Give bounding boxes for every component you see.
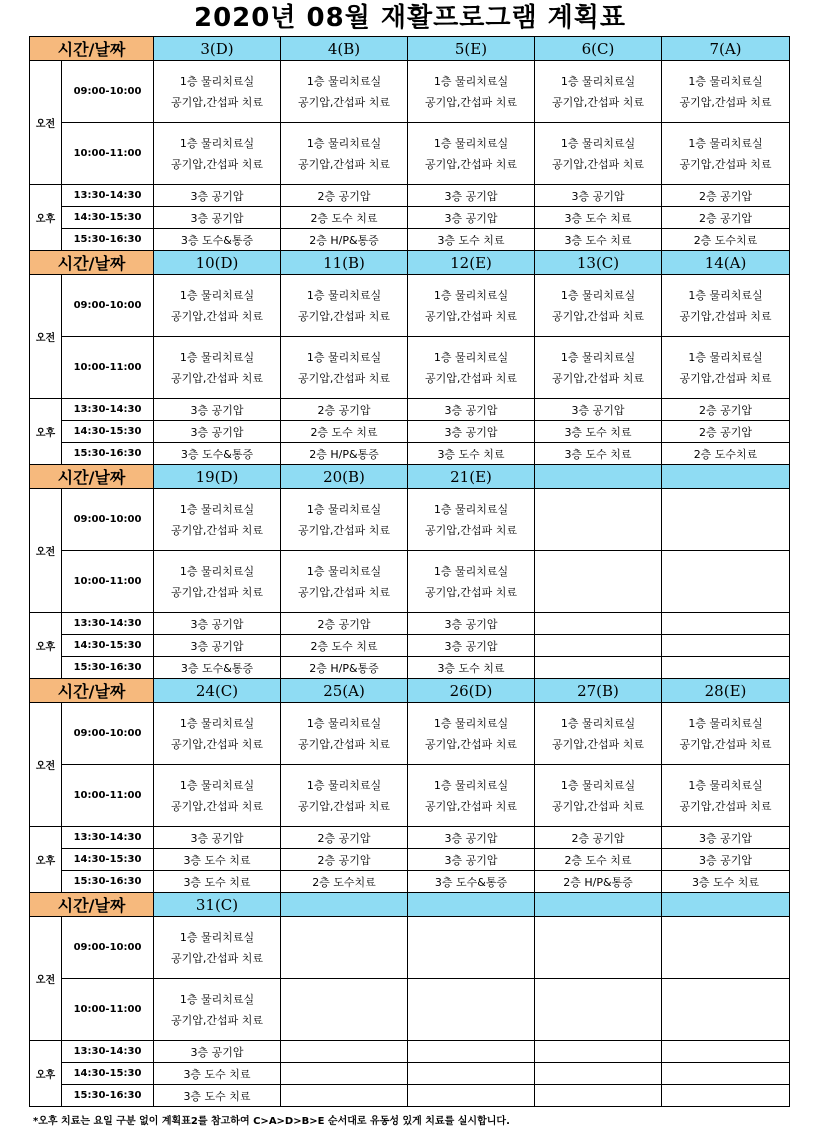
schedule-cell: 3층 공기압: [408, 421, 535, 443]
pm-row: [30, 871, 790, 893]
schedule-cell: 2층 도수 치료: [281, 635, 408, 657]
schedule-cell: 2층 도수 치료: [281, 421, 408, 443]
schedule-cell: 2층 공기압: [281, 399, 408, 421]
schedule-cell: 3층 공기압: [408, 849, 535, 871]
location-text: 1층 물리치료실: [179, 502, 255, 516]
schedule-cell: [154, 551, 281, 613]
am-row: [30, 61, 790, 123]
schedule-cell: 3층 공기압: [535, 399, 662, 421]
location-text: 1층 물리치료실: [560, 136, 636, 150]
date-cell: 12(E): [408, 251, 535, 275]
time-slot: 10:00-11:00: [62, 551, 154, 613]
schedule-cell: 3층 도수 치료: [154, 1085, 281, 1107]
pm-row: [30, 613, 790, 635]
time-slot: 09:00-10:00: [62, 61, 154, 123]
schedule-cell: 3층 도수 치료: [408, 229, 535, 251]
schedule-cell: [535, 979, 662, 1041]
schedule-cell: [408, 551, 535, 613]
schedule-cell: [535, 765, 662, 827]
time-slot: 14:30-15:30: [62, 1063, 154, 1085]
treatment-text: 공기압,간섭파 치료: [679, 737, 772, 751]
schedule-cell: 3층 공기압: [408, 613, 535, 635]
location-text: 1층 물리치료실: [688, 778, 763, 792]
location-text: 1층 물리치료실: [688, 136, 763, 150]
treatment-text: 공기압,간섭파 치료: [551, 95, 644, 109]
treatment-text: 공기압,간섭파 치료: [170, 523, 263, 537]
schedule-cell: [408, 337, 535, 399]
schedule-cell: 3층 공기압: [662, 827, 790, 849]
pm-label: 오후: [30, 1041, 62, 1107]
time-slot: 09:00-10:00: [62, 703, 154, 765]
schedule-cell: 2층 H/P&통증: [281, 229, 408, 251]
date-cell: 6(C): [535, 37, 662, 61]
treatment-text: 공기압,간섭파 치료: [170, 737, 263, 751]
week-header-row: [30, 37, 790, 61]
schedule-cell: 2층 H/P&통증: [281, 443, 408, 465]
schedule-cell: 3층 공기압: [662, 849, 790, 871]
schedule-cell: [408, 765, 535, 827]
treatment-text: 공기압,간섭파 치료: [170, 1013, 263, 1027]
schedule-cell: [662, 635, 790, 657]
schedule-table: [29, 36, 790, 1107]
schedule-cell: 2층 도수치료: [662, 443, 790, 465]
schedule-cell: [535, 703, 662, 765]
pm-row: [30, 1041, 790, 1063]
am-row: [30, 551, 790, 613]
location-text: 1층 물리치료실: [306, 350, 382, 364]
date-cell: 11(B): [281, 251, 408, 275]
am-row: [30, 917, 790, 979]
schedule-cell: [662, 1041, 790, 1063]
location-text: 1층 물리치료실: [179, 716, 255, 730]
schedule-cell: 3층 도수 치료: [535, 207, 662, 229]
schedule-cell: 2층 공기압: [535, 827, 662, 849]
schedule-cell: [281, 61, 408, 123]
schedule-cell: [154, 489, 281, 551]
location-text: 1층 물리치료실: [433, 136, 509, 150]
location-text: 1층 물리치료실: [179, 778, 255, 792]
time-slot: 15:30-16:30: [62, 1085, 154, 1107]
date-cell: [662, 465, 790, 489]
am-row: [30, 275, 790, 337]
date-cell: [662, 893, 790, 917]
location-text: 1층 물리치료실: [560, 74, 636, 88]
location-text: 1층 물리치료실: [688, 74, 763, 88]
location-text: 1층 물리치료실: [560, 778, 636, 792]
schedule-cell: 3층 공기압: [154, 185, 281, 207]
location-text: 1층 물리치료실: [433, 74, 509, 88]
schedule-cell: [281, 979, 408, 1041]
date-cell: 3(D): [154, 37, 281, 61]
schedule-cell: [662, 1085, 790, 1107]
schedule-cell: 3층 공기압: [408, 185, 535, 207]
schedule-cell: [535, 657, 662, 679]
schedule-cell: [662, 337, 790, 399]
location-text: 1층 물리치료실: [433, 716, 509, 730]
time-slot: 10:00-11:00: [62, 765, 154, 827]
time-slot: 13:30-14:30: [62, 827, 154, 849]
location-text: 1층 물리치료실: [179, 136, 255, 150]
time-slot: 14:30-15:30: [62, 635, 154, 657]
schedule-cell: [535, 1041, 662, 1063]
schedule-cell: 3층 공기압: [408, 207, 535, 229]
treatment-text: 공기압,간섭파 치료: [297, 799, 390, 813]
treatment-text: 공기압,간섭파 치료: [679, 309, 772, 323]
treatment-text: 공기압,간섭파 치료: [170, 157, 263, 171]
pm-label: 오후: [30, 185, 62, 251]
time-slot: 10:00-11:00: [62, 979, 154, 1041]
schedule-cell: [535, 635, 662, 657]
pm-row: [30, 1063, 790, 1085]
treatment-text: 공기압,간섭파 치료: [170, 799, 263, 813]
treatment-text: 공기압,간섭파 치료: [170, 585, 263, 599]
schedule-cell: [408, 489, 535, 551]
date-cell: 14(A): [662, 251, 790, 275]
schedule-cell: 2층 도수치료: [281, 871, 408, 893]
am-row: [30, 765, 790, 827]
am-label: 오전: [30, 61, 62, 185]
location-text: 1층 물리치료실: [688, 288, 763, 302]
location-text: 1층 물리치료실: [306, 136, 382, 150]
schedule-cell: [408, 979, 535, 1041]
time-slot: 09:00-10:00: [62, 917, 154, 979]
time-slot: 15:30-16:30: [62, 229, 154, 251]
location-text: 1층 물리치료실: [560, 288, 636, 302]
treatment-text: 공기압,간섭파 치료: [297, 523, 390, 537]
time-slot: 14:30-15:30: [62, 207, 154, 229]
schedule-cell: 3층 공기압: [154, 421, 281, 443]
schedule-cell: [154, 703, 281, 765]
location-text: 1층 물리치료실: [433, 350, 509, 364]
schedule-cell: [662, 489, 790, 551]
schedule-cell: 3층 공기압: [408, 827, 535, 849]
am-row: [30, 123, 790, 185]
date-cell: 25(A): [281, 679, 408, 703]
page-title: 2020년 08월 재활프로그램 계획표: [194, 3, 626, 33]
schedule-cell: 2층 공기압: [662, 185, 790, 207]
schedule-cell: 2층 H/P&통증: [281, 657, 408, 679]
date-cell: 10(D): [154, 251, 281, 275]
location-text: 1층 물리치료실: [306, 716, 382, 730]
schedule-cell: 3층 도수 치료: [535, 443, 662, 465]
date-cell: 20(B): [281, 465, 408, 489]
treatment-text: 공기압,간섭파 치료: [551, 799, 644, 813]
week-header-row: [30, 893, 790, 917]
time-slot: 15:30-16:30: [62, 657, 154, 679]
schedule-cell: 3층 도수 치료: [662, 871, 790, 893]
week-header-row: [30, 679, 790, 703]
treatment-text: 공기압,간섭파 치료: [424, 585, 517, 599]
location-text: 1층 물리치료실: [306, 564, 382, 578]
pm-row: [30, 399, 790, 421]
pm-row: [30, 635, 790, 657]
schedule-cell: 3층 공기압: [408, 399, 535, 421]
am-row: [30, 703, 790, 765]
treatment-text: 공기압,간섭파 치료: [424, 799, 517, 813]
schedule-cell: [662, 1063, 790, 1085]
time-slot: 14:30-15:30: [62, 849, 154, 871]
schedule-cell: [662, 765, 790, 827]
schedule-cell: [154, 123, 281, 185]
treatment-text: 공기압,간섭파 치료: [424, 95, 517, 109]
treatment-text: 공기압,간섭파 치료: [297, 371, 390, 385]
schedule-cell: 3층 공기압: [154, 207, 281, 229]
treatment-text: 공기압,간섭파 치료: [170, 371, 263, 385]
am-row: [30, 489, 790, 551]
schedule-cell: 3층 도수 치료: [535, 421, 662, 443]
location-text: 1층 물리치료실: [433, 778, 509, 792]
schedule-cell: [662, 275, 790, 337]
schedule-cell: [535, 123, 662, 185]
schedule-cell: [281, 275, 408, 337]
schedule-cell: [281, 917, 408, 979]
schedule-cell: [281, 551, 408, 613]
location-text: 1층 물리치료실: [433, 502, 509, 516]
location-text: 1층 물리치료실: [306, 74, 382, 88]
pm-label: 오후: [30, 827, 62, 893]
pm-row: [30, 827, 790, 849]
schedule-cell: [662, 657, 790, 679]
location-text: 1층 물리치료실: [433, 288, 509, 302]
treatment-text: 공기압,간섭파 치료: [424, 737, 517, 751]
pm-row: [30, 185, 790, 207]
date-cell: [281, 893, 408, 917]
schedule-cell: [535, 917, 662, 979]
schedule-cell: [535, 613, 662, 635]
schedule-cell: [281, 703, 408, 765]
treatment-text: 공기압,간섭파 치료: [679, 95, 772, 109]
time-slot: 10:00-11:00: [62, 337, 154, 399]
schedule-cell: 3층 도수 치료: [154, 849, 281, 871]
date-cell: [408, 893, 535, 917]
treatment-text: 공기압,간섭파 치료: [297, 95, 390, 109]
schedule-cell: [408, 703, 535, 765]
time-slot: 15:30-16:30: [62, 871, 154, 893]
schedule-cell: [535, 1085, 662, 1107]
schedule-cell: 2층 공기압: [662, 207, 790, 229]
time-slot: 14:30-15:30: [62, 421, 154, 443]
schedule-cell: [154, 337, 281, 399]
schedule-cell: [408, 917, 535, 979]
schedule-cell: [535, 1063, 662, 1085]
treatment-text: 공기압,간섭파 치료: [679, 157, 772, 171]
schedule-cell: [154, 275, 281, 337]
location-text: 1층 물리치료실: [179, 288, 255, 302]
am-label: 오전: [30, 489, 62, 613]
time-slot: 13:30-14:30: [62, 613, 154, 635]
schedule-cell: 2층 공기압: [281, 613, 408, 635]
treatment-text: 공기압,간섭파 치료: [297, 585, 390, 599]
location-text: 1층 물리치료실: [433, 564, 509, 578]
date-cell: 19(D): [154, 465, 281, 489]
schedule-cell: [662, 703, 790, 765]
schedule-cell: [154, 61, 281, 123]
schedule-cell: [154, 765, 281, 827]
schedule-cell: [154, 979, 281, 1041]
location-text: 1층 물리치료실: [306, 502, 382, 516]
schedule-cell: 3층 공기압: [408, 635, 535, 657]
schedule-cell: 3층 공기압: [154, 827, 281, 849]
treatment-text: 공기압,간섭파 치료: [297, 309, 390, 323]
header-corner: 시간/날짜: [30, 679, 154, 703]
pm-label: 오후: [30, 399, 62, 465]
header-corner: 시간/날짜: [30, 893, 154, 917]
schedule-cell: 3층 공기압: [154, 635, 281, 657]
schedule-cell: [281, 489, 408, 551]
treatment-text: 공기압,간섭파 치료: [551, 309, 644, 323]
date-cell: 7(A): [662, 37, 790, 61]
treatment-text: 공기압,간섭파 치료: [424, 309, 517, 323]
schedule-cell: 3층 도수 치료: [408, 443, 535, 465]
date-cell: 28(E): [662, 679, 790, 703]
location-text: 1층 물리치료실: [179, 930, 255, 944]
location-text: 1층 물리치료실: [179, 74, 255, 88]
am-label: 오전: [30, 275, 62, 399]
schedule-cell: [154, 917, 281, 979]
pm-row: [30, 229, 790, 251]
treatment-text: 공기압,간섭파 치료: [297, 737, 390, 751]
schedule-cell: 2층 공기압: [662, 421, 790, 443]
schedule-cell: [662, 917, 790, 979]
treatment-text: 공기압,간섭파 치료: [170, 95, 263, 109]
schedule-cell: [408, 123, 535, 185]
schedule-cell: [535, 61, 662, 123]
schedule-cell: [535, 337, 662, 399]
schedule-cell: 3층 공기압: [154, 613, 281, 635]
time-slot: 13:30-14:30: [62, 1041, 154, 1063]
am-row: [30, 337, 790, 399]
am-label: 오전: [30, 703, 62, 827]
schedule-cell: 2층 공기압: [281, 849, 408, 871]
schedule-cell: 3층 도수 치료: [408, 657, 535, 679]
time-slot: 09:00-10:00: [62, 275, 154, 337]
schedule-cell: 2층 공기압: [281, 185, 408, 207]
schedule-cell: 2층 H/P&통증: [535, 871, 662, 893]
location-text: 1층 물리치료실: [688, 350, 763, 364]
schedule-cell: 3층 도수&통증: [154, 443, 281, 465]
schedule-cell: [408, 1085, 535, 1107]
schedule-cell: 3층 도수 치료: [154, 871, 281, 893]
schedule-cell: [662, 123, 790, 185]
pm-row: [30, 421, 790, 443]
schedule-cell: 2층 도수 치료: [535, 849, 662, 871]
schedule-cell: [281, 1041, 408, 1063]
pm-row: [30, 1085, 790, 1107]
schedule-cell: 3층 도수&통증: [154, 229, 281, 251]
schedule-cell: [535, 275, 662, 337]
schedule-cell: [662, 61, 790, 123]
schedule-cell: [662, 979, 790, 1041]
treatment-text: 공기압,간섭파 치료: [551, 737, 644, 751]
time-slot: 13:30-14:30: [62, 185, 154, 207]
time-slot: 10:00-11:00: [62, 123, 154, 185]
header-corner: 시간/날짜: [30, 465, 154, 489]
location-text: 1층 물리치료실: [306, 778, 382, 792]
location-text: 1층 물리치료실: [688, 716, 763, 730]
am-label: 오전: [30, 917, 62, 1041]
location-text: 1층 물리치료실: [179, 992, 255, 1006]
treatment-text: 공기압,간섭파 치료: [679, 371, 772, 385]
pm-row: [30, 443, 790, 465]
pm-label: 오후: [30, 613, 62, 679]
treatment-text: 공기압,간섭파 치료: [297, 157, 390, 171]
treatment-text: 공기압,간섭파 치료: [551, 157, 644, 171]
time-slot: 13:30-14:30: [62, 399, 154, 421]
treatment-text: 공기압,간섭파 치료: [679, 799, 772, 813]
schedule-cell: 3층 도수&통증: [154, 657, 281, 679]
date-cell: [535, 893, 662, 917]
pm-row: [30, 207, 790, 229]
date-cell: 5(E): [408, 37, 535, 61]
time-slot: 09:00-10:00: [62, 489, 154, 551]
date-cell: [535, 465, 662, 489]
date-cell: 4(B): [281, 37, 408, 61]
time-slot: 15:30-16:30: [62, 443, 154, 465]
schedule-cell: 2층 공기압: [281, 827, 408, 849]
pm-row: [30, 849, 790, 871]
treatment-text: 공기압,간섭파 치료: [424, 523, 517, 537]
location-text: 1층 물리치료실: [560, 350, 636, 364]
pm-row: [30, 657, 790, 679]
schedule-cell: [662, 613, 790, 635]
schedule-cell: [281, 765, 408, 827]
treatment-text: 공기압,간섭파 치료: [170, 309, 263, 323]
date-cell: 13(C): [535, 251, 662, 275]
footnote: *오후 치료는 요일 구분 없이 계획표2를 참고하여 C>A>D>B>E 순서대로 유동성 있게 치료를 실시합니다.: [33, 1116, 510, 1127]
schedule-cell: 3층 도수&통증: [408, 871, 535, 893]
location-text: 1층 물리치료실: [179, 350, 255, 364]
schedule-cell: 2층 도수 치료: [281, 207, 408, 229]
schedule-cell: 3층 도수 치료: [535, 229, 662, 251]
schedule-cell: 3층 도수 치료: [154, 1063, 281, 1085]
schedule-cell: [408, 275, 535, 337]
treatment-text: 공기압,간섭파 치료: [424, 157, 517, 171]
schedule-cell: [281, 337, 408, 399]
week-header-row: [30, 465, 790, 489]
treatment-text: 공기압,간섭파 치료: [424, 371, 517, 385]
schedule-cell: [662, 551, 790, 613]
schedule-cell: [408, 61, 535, 123]
location-text: 1층 물리치료실: [560, 716, 636, 730]
schedule-cell: [281, 1085, 408, 1107]
date-cell: 31(C): [154, 893, 281, 917]
treatment-text: 공기압,간섭파 치료: [551, 371, 644, 385]
schedule-cell: [281, 1063, 408, 1085]
schedule-cell: 2층 도수치료: [662, 229, 790, 251]
location-text: 1층 물리치료실: [306, 288, 382, 302]
schedule-cell: [281, 123, 408, 185]
date-cell: 26(D): [408, 679, 535, 703]
schedule-cell: [535, 489, 662, 551]
week-header-row: [30, 251, 790, 275]
date-cell: 24(C): [154, 679, 281, 703]
location-text: 1층 물리치료실: [179, 564, 255, 578]
treatment-text: 공기압,간섭파 치료: [170, 951, 263, 965]
schedule-cell: 3층 공기압: [154, 399, 281, 421]
schedule-cell: [535, 551, 662, 613]
am-row: [30, 979, 790, 1041]
date-cell: 21(E): [408, 465, 535, 489]
header-corner: 시간/날짜: [30, 37, 154, 61]
date-cell: 27(B): [535, 679, 662, 703]
schedule-cell: 2층 공기압: [662, 399, 790, 421]
schedule-cell: 3층 공기압: [535, 185, 662, 207]
schedule-cell: [408, 1041, 535, 1063]
schedule-cell: [408, 1063, 535, 1085]
schedule-cell: 3층 공기압: [154, 1041, 281, 1063]
header-corner: 시간/날짜: [30, 251, 154, 275]
